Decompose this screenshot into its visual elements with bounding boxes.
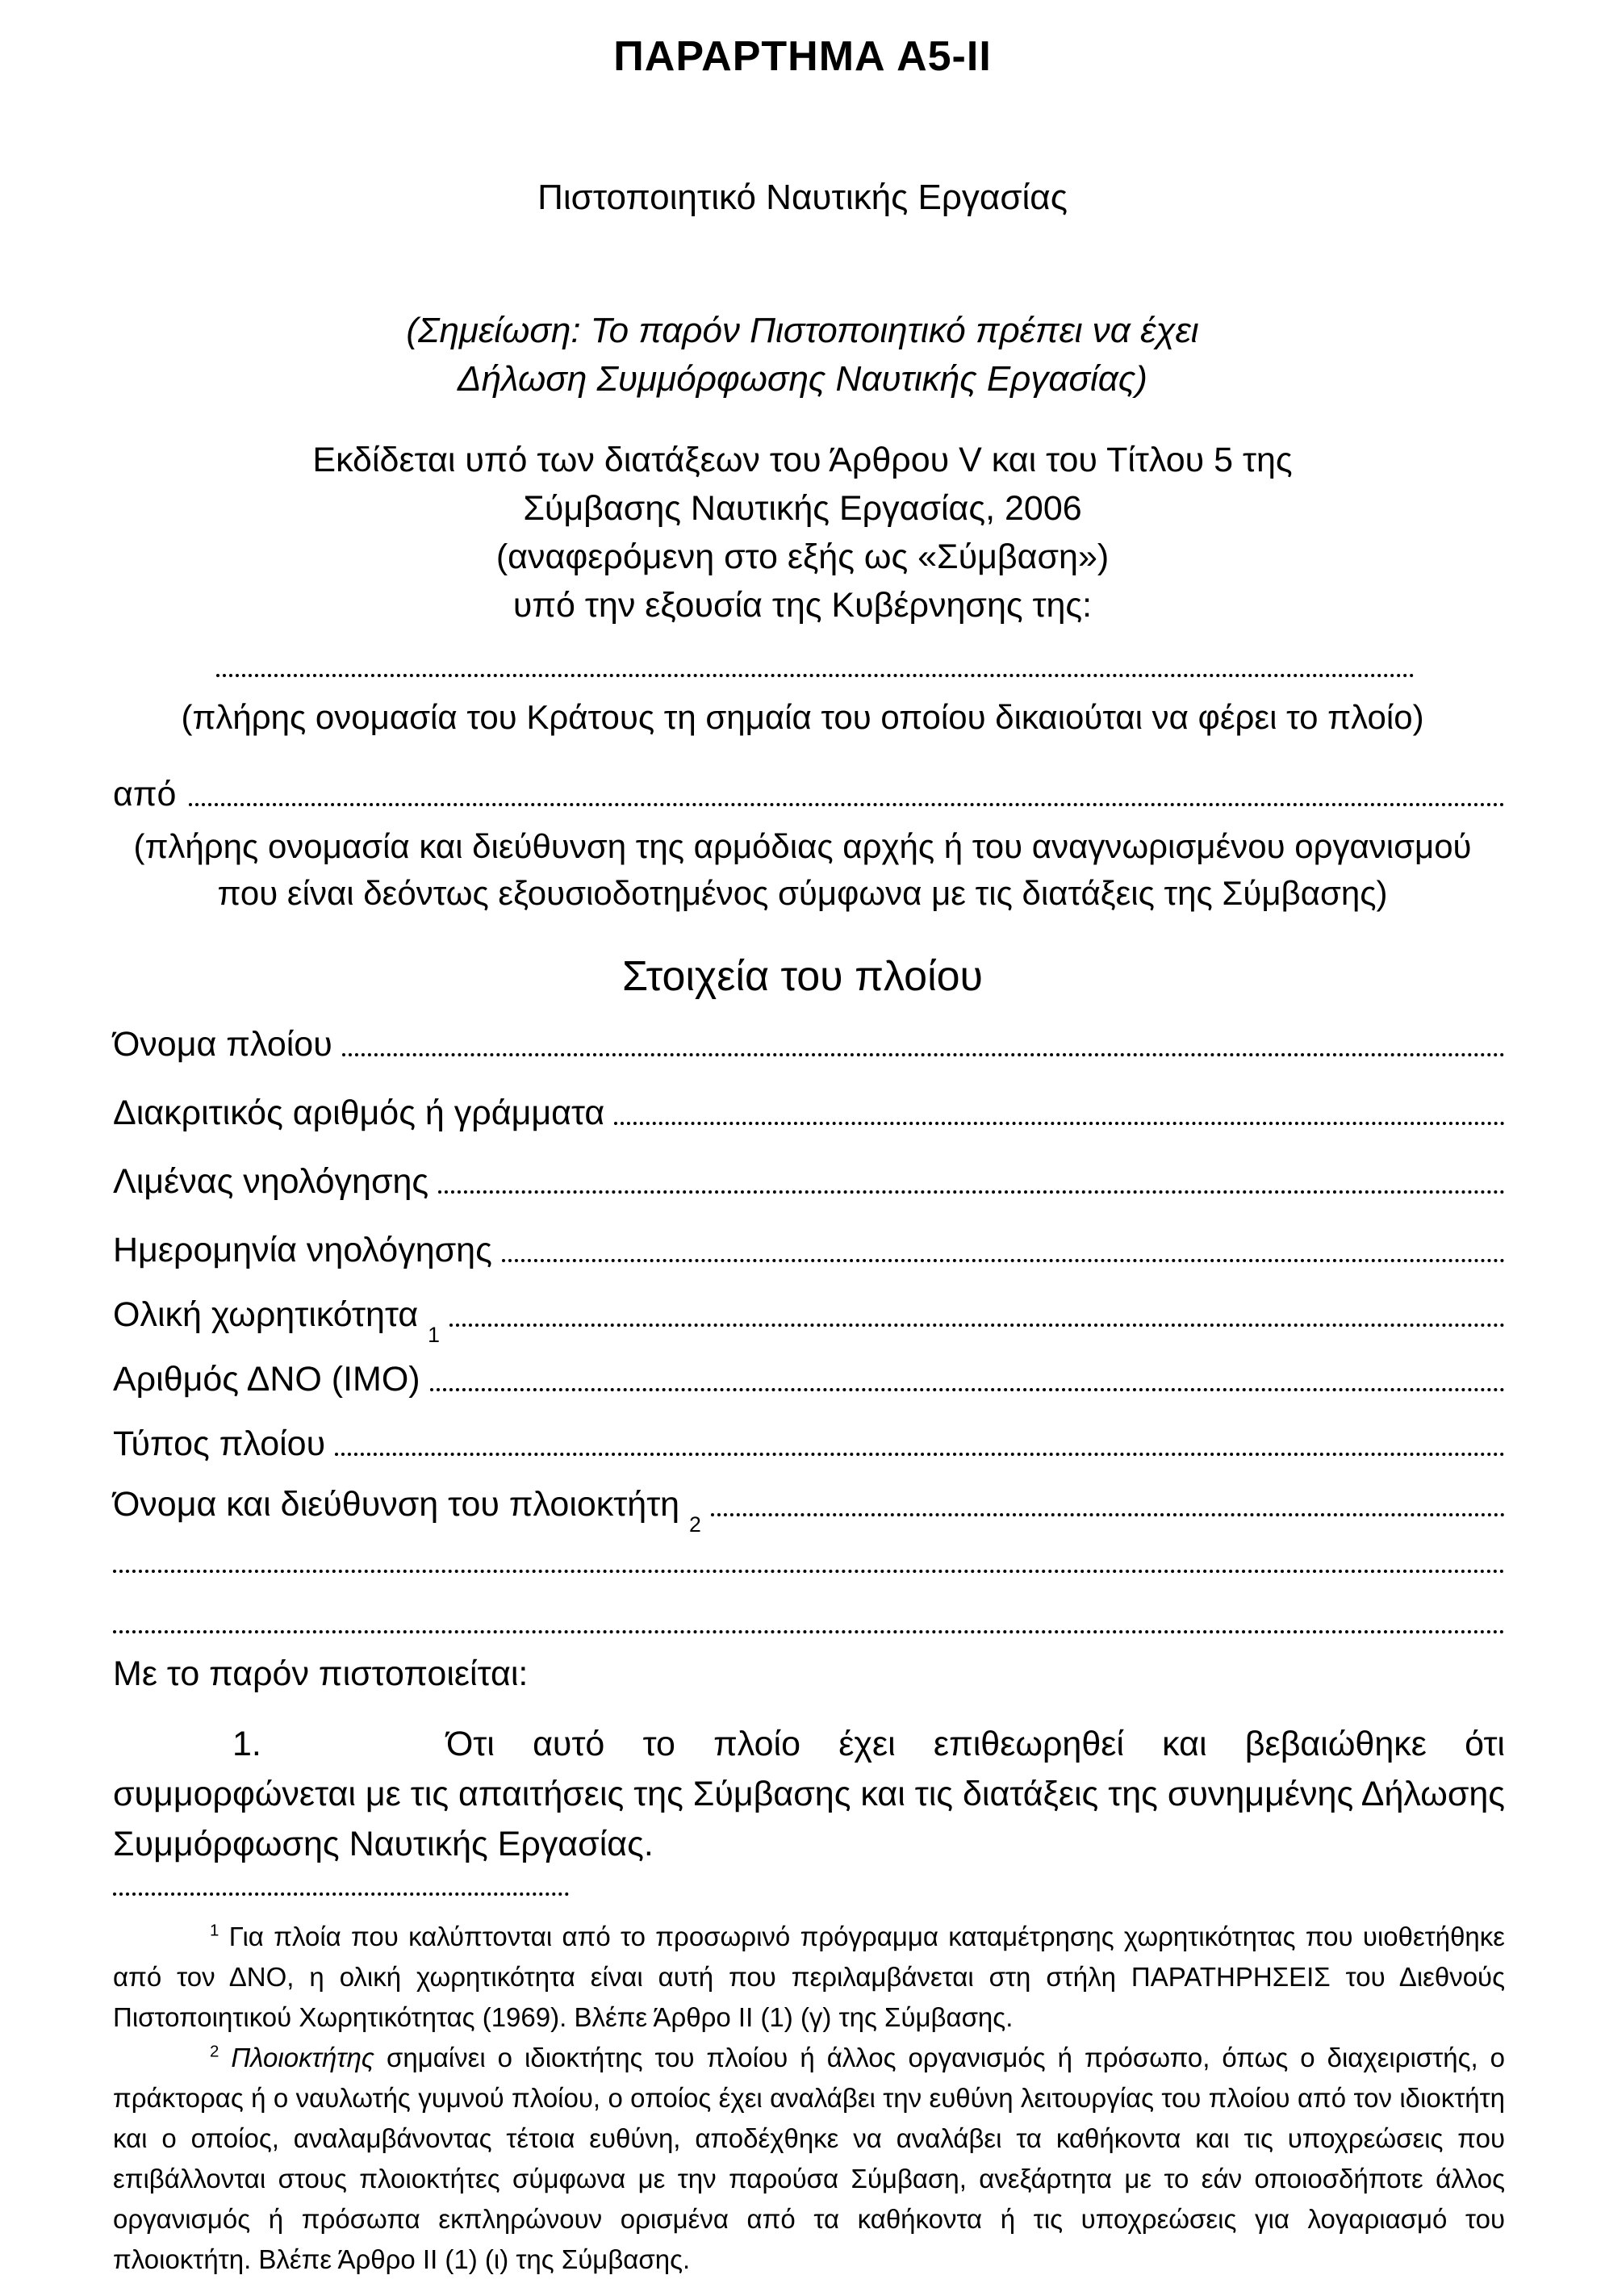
field-blank[interactable]: [449, 1324, 1505, 1327]
field-label: Λιμένας νηολόγησης: [113, 1162, 429, 1201]
footnote-term: Πλοιοκτήτης: [231, 2043, 374, 2072]
paragraph-1: [113, 1719, 1505, 1869]
state-name-blank[interactable]: [216, 658, 1415, 677]
issued-block: [0, 436, 1605, 629]
field-blank[interactable]: [342, 1053, 1505, 1056]
footnote-separator: [113, 1892, 569, 1896]
field-label: Διακριτικός αριθμός ή γράμματα: [113, 1094, 605, 1132]
field-registration-date: [113, 1231, 1505, 1270]
footnote-text: Για πλοία που καλύπτονται από το προσωρινό πρόγραμμα καταμέτρησης χωρητικότητας που υιοθετήθηκε από τον ΔΝΟ, η ολική χωρητικότητα είναι αυτή που περιλαμβάνεται στη στήλη ΠΑΡΑΤΗΡΗΣΕΙΣ του Διεθνούς Πιστοποιητικού Χωρητικότητας (1969). Βλέπε Άρθρο ΙΙ (1) (γ) της Σύμβασης.: [113, 1922, 1505, 2032]
authority-line: (πλήρης ονομασία και διεύθυνση της αρμόδιας αρχής ή του αναγνωρισμένου οργανισμού: [133, 827, 1472, 865]
ship-particulars-heading: Στοιχεία του πλοίου: [621, 953, 983, 1000]
field-label: Όνομα πλοίου: [113, 1025, 332, 1064]
footnote-2: [113, 2038, 1505, 2280]
certificate-subtitle: Πιστοποιητικό Ναυτικής Εργασίας: [537, 178, 1068, 217]
field-distinctive-number: [113, 1094, 1505, 1133]
field-label: Αριθμός ΔΝΟ (ΙΜΟ): [113, 1360, 420, 1399]
footnote-text: σημαίνει ο ιδιοκτήτης του πλοίου ή άλλος οργανισμός ή πρόσωπο, όπως ο διαχειριστής, ο πράκτορας ή ο ναυλωτής γυμνού πλοίου, ο οποίος έχει αναλάβει την ευθύνη λειτουργίας του πλοίου από τον ιδιοκτήτη και ο οποίος, αναλαμβάνοντας τέτοια ευθύνη, αποδέχθηκε να αναλάβει τα καθήκοντα και τις υποχρεώσεις που επιβάλλονται στους πλοιοκτήτες σύμφωνα με την παρούσα Σύμβαση, ανεξάρτητα με το εάν οποιοσδήποτε άλλος οργανισμός ή πρόσωπα εκπληρώνουν ορισμένα από τα καθήκοντα ή τις υποχρεώσεις για λογαριασμό του πλοιοκτήτη. Βλέπε Άρθρο ΙΙ (1) (ι) της Σύμβασης.: [113, 2043, 1505, 2274]
issued-line: (αναφερόμενη στο εξής ως «Σύμβαση»): [495, 537, 1110, 576]
annex-title: ΠΑΡΑΡΤΗΜΑ Α5-ΙΙ: [613, 33, 992, 80]
footnotes: [113, 1917, 1505, 2280]
footnote-mark: 2: [210, 2042, 219, 2061]
state-caption: (πλήρης ονομασία του Κράτους τη σημαία του οποίου δικαιούται να φέρει το πλοίο): [181, 698, 1424, 736]
field-label: Όνομα και διεύθυνση του πλοιοκτήτη: [113, 1485, 680, 1524]
field-blank[interactable]: [502, 1259, 1505, 1262]
field-label: Ημερομηνία νηολόγησης: [113, 1231, 492, 1269]
field-blank[interactable]: [711, 1513, 1505, 1516]
field-gross-tonnage: Ολική χωρητικότητα 1: [113, 1295, 1505, 1335]
field-blank[interactable]: [430, 1388, 1505, 1391]
footnote-mark: 1: [210, 1921, 219, 1940]
issued-line: Εκδίδεται υπό των διατάξεων του Άρθρου V και του Τίτλου 5 της: [312, 441, 1293, 479]
field-port-of-registry: [113, 1162, 1505, 1202]
paragraph-number: 1.: [232, 1725, 261, 1763]
footnote-1: [113, 1917, 1505, 2038]
authority-row: [113, 775, 1505, 814]
field-label: Τύπος πλοίου: [113, 1424, 326, 1463]
issued-line: υπό την εξουσία της Κυβέρνησης της:: [512, 586, 1093, 625]
authority-blank[interactable]: [189, 803, 1505, 806]
field-blank[interactable]: [335, 1453, 1505, 1456]
note-block: [0, 307, 1605, 404]
authority-caption: [0, 823, 1605, 917]
certify-text: Με το παρόν πιστοποιείται:: [113, 1654, 529, 1693]
field-imo-number: [113, 1360, 1505, 1399]
paragraph-text: Ότι αυτό το πλοίο έχει επιθεωρηθεί και βεβαιώθηκε ότι συμμορφώνεται με τις απαιτήσεις της Σύμβασης και τις διατάξεις της συνημμένης Δήλωσης Συμμόρφωσης Ναυτικής Εργασίας.: [113, 1725, 1505, 1863]
from-label: από: [113, 775, 177, 813]
note-line: Δήλωση Συμμόρφωσης Ναυτικής Εργασίας): [458, 359, 1147, 399]
issued-line: Σύμβασης Ναυτικής Εργασίας, 2006: [523, 489, 1082, 528]
shipowner-blank-line[interactable]: [113, 1622, 1505, 1633]
field-blank[interactable]: [614, 1122, 1505, 1125]
authority-line: που είναι δεόντως εξουσιοδοτημένος σύμφωνα με τις διατάξεις της Σύμβασης): [217, 874, 1388, 912]
field-blank[interactable]: [438, 1190, 1505, 1194]
field-shipowner: Όνομα και διεύθυνση του πλοιοκτήτη 2: [113, 1485, 1505, 1524]
note-line: (Σημείωση: Το παρόν Πιστοποιητικό πρέπει να έχει: [406, 311, 1199, 350]
shipowner-blank-line[interactable]: [113, 1562, 1505, 1573]
field-ship-name: [113, 1025, 1505, 1064]
field-ship-type: [113, 1424, 1505, 1464]
field-label: Ολική χωρητικότητα: [113, 1295, 419, 1334]
